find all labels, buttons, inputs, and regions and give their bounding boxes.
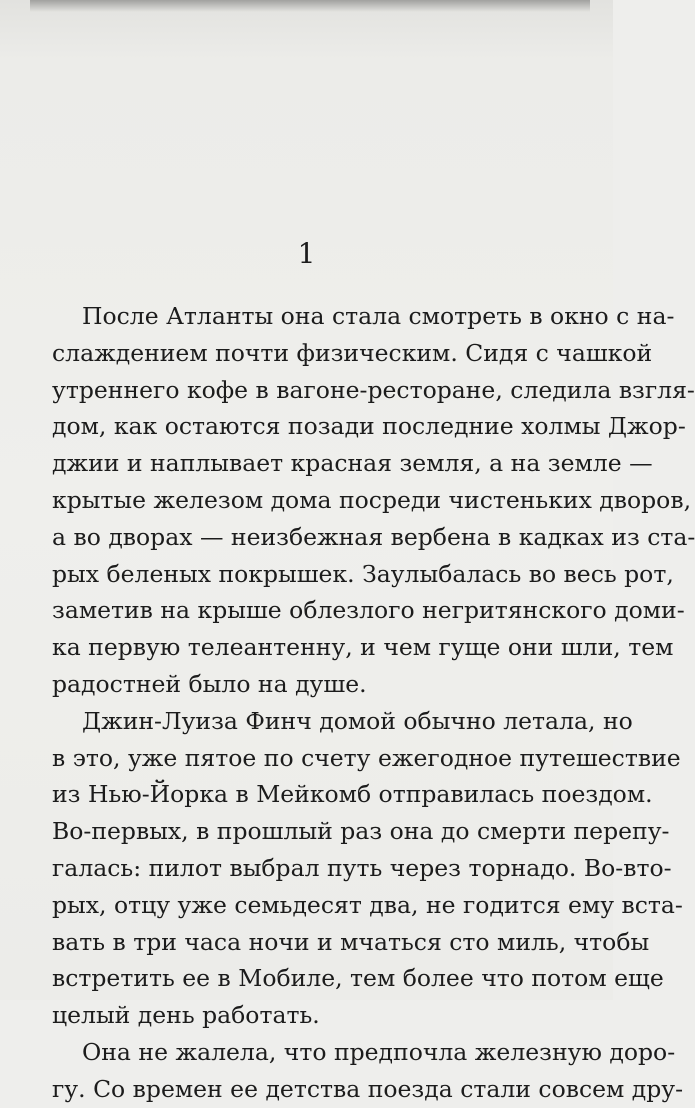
text-line: из Нью-Йорка в Мейкомб отправилась поездом.: [52, 780, 653, 809]
body-text: [52, 298, 695, 1108]
paragraph-2: [52, 703, 683, 1034]
text-line: радостней было на душе.: [52, 669, 367, 698]
text-line: После Атланты она стала смотреть в окно с на-: [82, 302, 675, 330]
chapter-number: 1: [297, 237, 316, 270]
text-line: галась: пилот выбрал путь через торнадо. Во-вто-: [52, 853, 672, 882]
text-line: крытые железом дома посреди чистеньких дворов,: [52, 485, 692, 514]
text-line: утреннего кофе в вагоне-ресторане, следила взгля-: [52, 375, 695, 404]
text-line: встретить ее в Мобиле, тем более что потом еще: [52, 964, 664, 993]
text-line: гу. Со времен ее детства поезда стали совсем дру-: [52, 1074, 684, 1103]
page-top-shadow: [30, 0, 590, 12]
text-line: Джин-Луиза Финч домой обычно летала, но: [82, 706, 633, 735]
text-line: джии и наплывает красная земля, а на земле —: [52, 449, 653, 478]
text-line: вать в три часа ночи и мчаться сто миль, чтобы: [52, 927, 650, 956]
paragraph-3: [52, 1034, 684, 1108]
text-line: в это, уже пятое по счету ежегодное путешествие: [52, 743, 681, 772]
text-line: слаждением почти физическим. Сидя с чашкой: [52, 338, 653, 367]
text-line: рых, отцу уже семьдесят два, не годится ему вста-: [52, 890, 683, 919]
text-line: Она не жалела, что предпочла железную доро-: [82, 1037, 676, 1066]
text-line: Во-первых, в прошлый раз она до смерти перепу-: [52, 817, 670, 846]
text-line: заметив на крыше облезлого негритянского доми-: [52, 596, 685, 625]
text-line: а во дворах — неизбежная вербена в кадках из ста-: [52, 522, 695, 551]
text-line: ка первую телеантенну, и чем гуще они шли, тем: [52, 633, 674, 662]
text-line: целый день работать.: [52, 1001, 320, 1030]
text-line: рых беленых покрышек. Заулыбалась во весь рот,: [52, 559, 674, 588]
paragraph-1: [52, 298, 695, 703]
text-line: дом, как остаются позади последние холмы Джор-: [52, 412, 686, 441]
